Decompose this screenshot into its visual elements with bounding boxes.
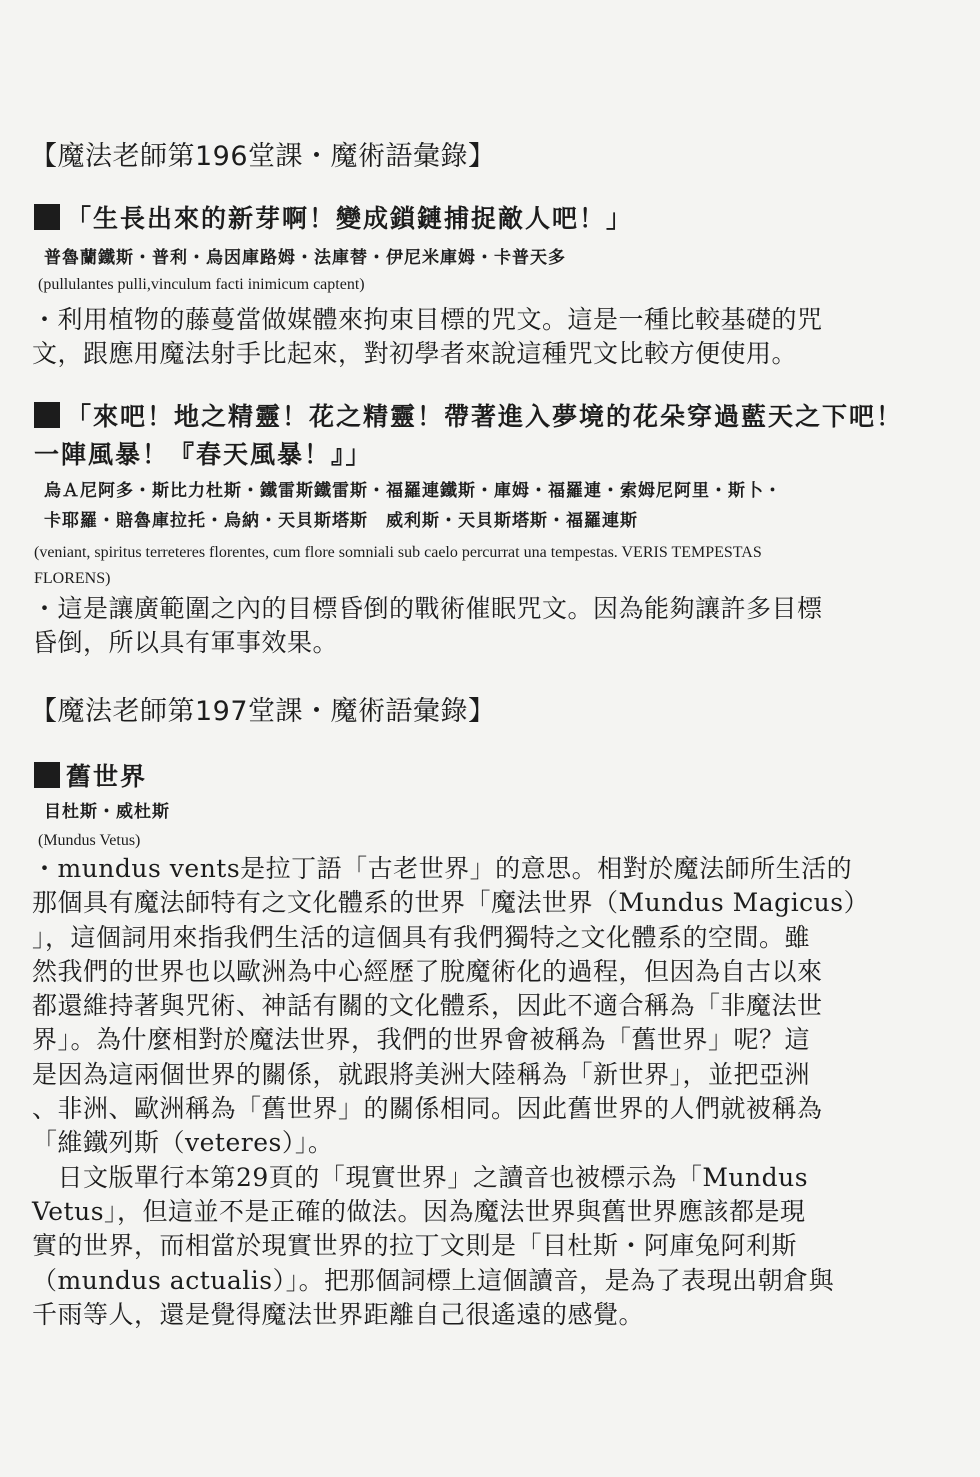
latin-line: (veniant, spiritus terreteres florentes, cum flore somniali sub caelo percurrat una tempestas. VERIS TEMPESTAS	[34, 544, 762, 561]
desc-line: Vetus」，但這並不是正確的做法。因為魔法世界與舊世界應該都是現	[32, 1196, 806, 1226]
desc-line: 實的世界，而相當於現實世界的拉丁文則是「目杜斯・阿庫兔阿利斯	[32, 1231, 798, 1261]
spell-2-latin	[34, 540, 762, 592]
term-heading-text: 舊世界	[66, 762, 148, 791]
desc-line: ・mundus vents是拉丁語「古老世界」的意思。相對於魔法師所生活的	[32, 854, 853, 883]
reading-line: 烏Ａ尼阿多・斯比力杜斯・鐵雷斯鐵雷斯・福羅連鐵斯・庫姆・福羅連・索姆尼阿里・斯卜・	[44, 481, 782, 501]
desc-line: 那個具有魔法師特有之文化體系的世界「魔法世界（Mundus Magicus）	[32, 888, 870, 918]
desc-line: 日文版單行本第29頁的「現實世界」之讀音也被標示為「Mundus	[32, 1162, 809, 1192]
desc-line: 昏倒，所以具有軍事效果。	[32, 628, 339, 658]
spell-2-description	[32, 592, 902, 661]
desc-line: ・利用植物的藤蔓當做媒體來拘束目標的咒文。這是一種比較基礎的咒	[32, 305, 823, 334]
lesson-196-title: 【魔法老師第196堂課・魔術語彙錄】	[30, 141, 496, 172]
desc-line: 文，跟應用魔法射手比起來，對初學者來說這種咒文比較方便使用。	[32, 339, 798, 369]
spell-2-heading-line: 一陣風暴！『春天風暴！』」	[34, 440, 373, 469]
term-heading	[34, 758, 147, 796]
desc-line: （mundus actualis）」。把那個詞標上這個讀音，是為了表現出朝倉與	[32, 1265, 835, 1295]
term-latin: (Mundus Vetus)	[38, 832, 141, 849]
spell-1-heading	[34, 200, 633, 238]
square-bullet-icon	[34, 762, 60, 788]
desc-line: 界」。為什麼相對於魔法世界，我們的世界會被稱為「舊世界」呢？這	[32, 1025, 811, 1055]
square-bullet-icon	[34, 402, 60, 428]
spell-2-reading	[44, 476, 782, 536]
square-bullet-icon	[34, 204, 60, 230]
desc-line: 、非洲、歐洲稱為「舊世界」的關係相同。因此舊世界的人們就被稱為	[32, 1094, 823, 1124]
spell-2-heading-line: 「來吧！地之精靈！花之精靈！帶著進入夢境的花朵穿過藍天之下吧！	[66, 402, 904, 431]
desc-line: 「維鐵列斯（veteres）」。	[32, 1128, 334, 1158]
desc-line: 千雨等人，還是覺得魔法世界距離自己很遙遠的感覺。	[32, 1299, 645, 1329]
term-reading: 目杜斯・威杜斯	[44, 802, 170, 822]
latin-line: FLORENS)	[34, 570, 111, 587]
reading-line: 卡耶羅・賠魯庫拉托・烏納・天貝斯塔斯 威利斯・天貝斯塔斯・福羅連斯	[44, 511, 638, 531]
spell-1-latin: (pullulantes pulli,vinculum facti inimicum captent)	[38, 276, 365, 293]
spell-2-heading	[34, 398, 903, 474]
desc-line: 」，這個詞用來指我們生活的這個具有我們獨特之文化體系的空間。雖	[32, 922, 811, 952]
desc-line: ・這是讓廣範圍之內的目標昏倒的戰術催眠咒文。因為能夠讓許多目標	[32, 594, 823, 623]
lesson-197-title: 【魔法老師第197堂課・魔術語彙錄】	[30, 696, 496, 727]
spell-1-heading-text: 「生長出來的新芽啊！變成鎖鏈捕捉敵人吧！」	[66, 204, 634, 233]
spell-1-description	[32, 303, 902, 372]
spell-1-reading: 普魯蘭鐵斯・普利・烏因庫路姆・法庫替・伊尼米庫姆・卡普天多	[44, 248, 566, 268]
desc-line: 然我們的世界也以歐洲為中心經歷了脫魔術化的過程，但因為自古以來	[32, 956, 823, 986]
desc-line: 是因為這兩個世界的關係，就跟將美洲大陸稱為「新世界」，並把亞洲	[32, 1059, 811, 1089]
desc-line: 都還維持著與咒術、神話有關的文化體系，因此不適合稱為「非魔法世	[32, 991, 823, 1021]
term-description	[32, 852, 902, 1332]
